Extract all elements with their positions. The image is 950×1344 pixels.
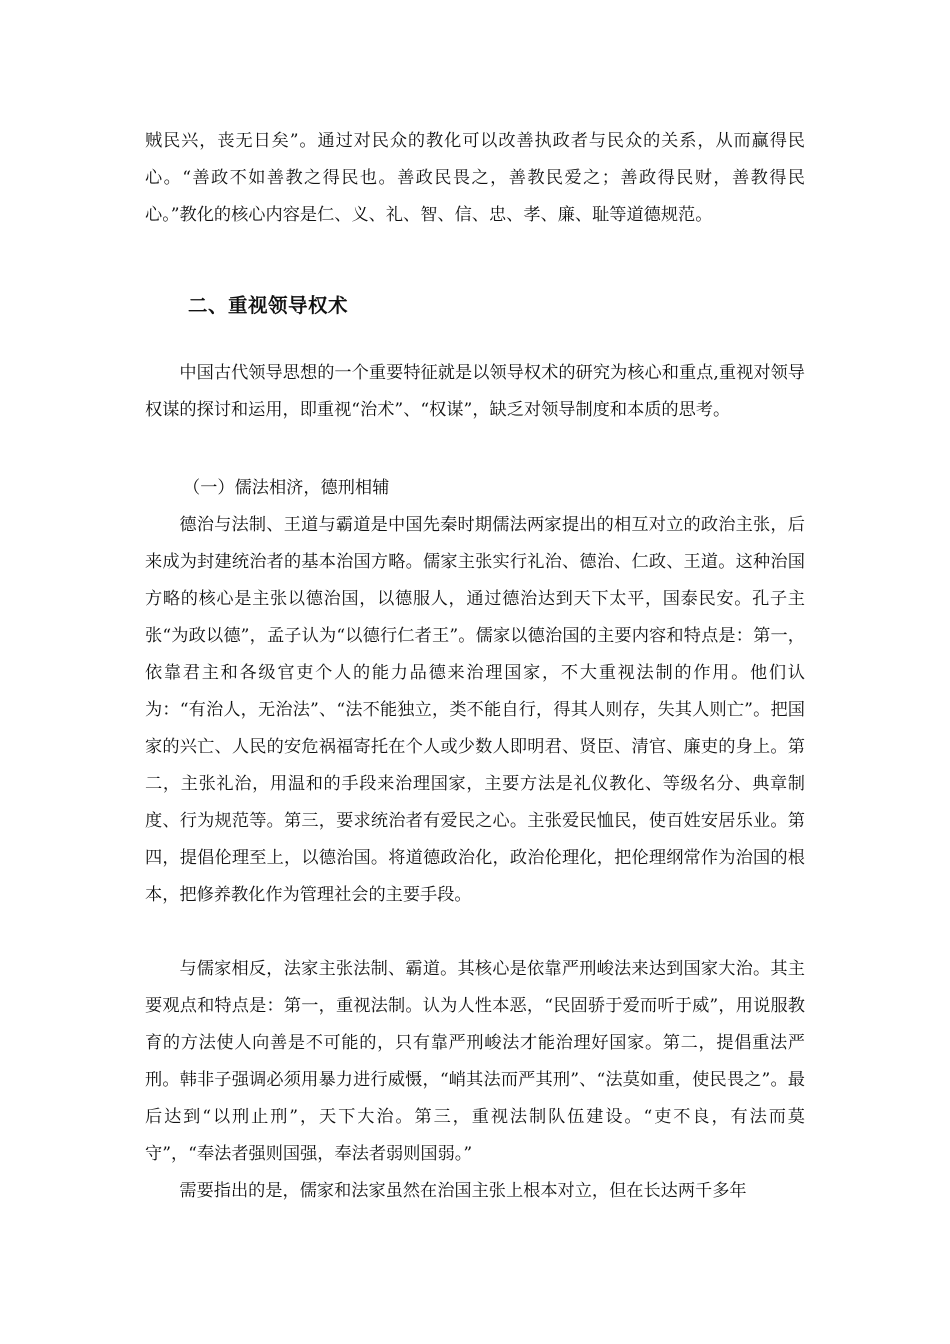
paragraph-intro: 中国古代领导思想的一个重要特征就是以领导权术的研究为核心和重点,重视对领导权谋的探讨和运用，即重视“治术”、“权谋”，缺乏对领导制度和本质的思考。: [145, 363, 805, 420]
section-heading: 二、重视领导权术: [188, 294, 349, 317]
paragraph-confucian: 德治与法制、王道与霸道是中国先秦时期儒法两家提出的相互对立的政治主张，后来成为封建统治者的基本治国方略。儒家主张实行礼治、德治、仁政、王道。这种治国方略的核心是主张以德治国，以德服人，通过德治达到天下太平，国泰民安。孔子主张“为政以德”，孟子认为“以德行仁者王”。儒家以德治国的主要内容和特点是：第一，依靠君主和各级官吏个人的能力品德来治理国家，不大重视法制的作用。他们认为：“有治人，无治法”、“法不能独立，类不能自行，得其人则存，失其人则亡”。把国家的兴亡、人民的安危祸福寄托在个人或少数人即明君、贤臣、清官、廉吏的身上。第二，主张礼治，用温和的手段来治理国家，主要方法是礼仪教化、等级名分、典章制度、行为规范等。第三，要求统治者有爱民之心。主张爱民恤民，使百姓安居乐业。第四，提倡伦理至上，以德治国。将道德政治化，政治伦理化，把伦理纲常作为治国的根本，把修养教化作为管理社会的主要手段。: [145, 515, 805, 905]
subsection-heading: （一）儒法相济，德刑相辅: [183, 478, 390, 498]
paragraph-continued: 贼民兴，丧无日矣”。通过对民众的教化可以改善执政者与民众的关系，从而赢得民心。“善政不如善教之得民也。善政民畏之，善教民爱之；善政得民财，善教得民心。”教化的核心内容是仁、义、礼、智、信、忠、孝、廉、耻等道德规范。: [145, 131, 805, 225]
paragraph-legalist: 与儒家相反，法家主张法制、霸道。其核心是依靠严刑峻法来达到国家大治。其主要观点和特点是：第一，重视法制。认为人性本恶，“民固骄于爱而听于威”，用说服教育的方法使人向善是不可能的，只有靠严刑峻法才能治理好国家。第二，提倡重法严刑。韩非子强调必须用暴力进行威慑，“峭其法而严其刑”、“法莫如重，使民畏之”。最后达到“以刑止刑”，天下大治。第三，重视法制队伍建设。“吏不良，有法而莫守”，“奉法者强则国强，奉法者弱则国弱。”: [145, 959, 805, 1164]
paragraph-final: 需要指出的是，儒家和法家虽然在治国主张上根本对立，但在长达两千多年: [179, 1181, 747, 1201]
